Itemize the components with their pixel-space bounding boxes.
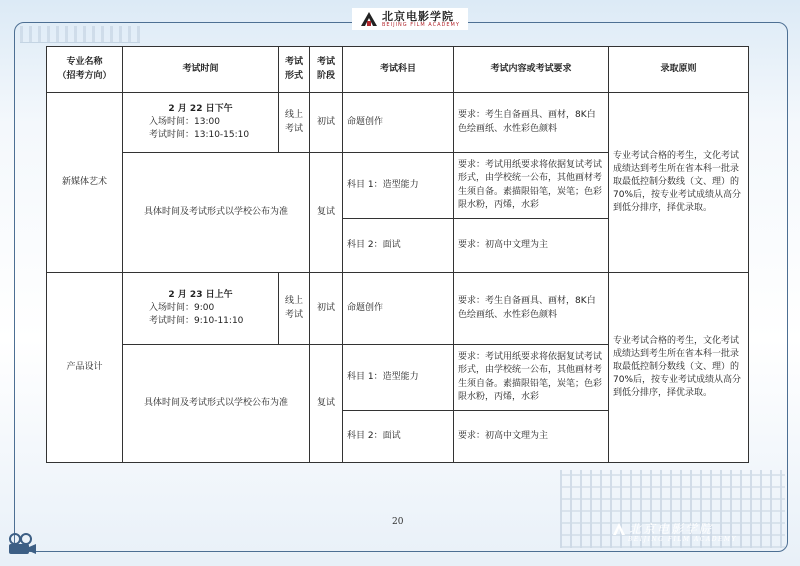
exam-subject-cell: 科目 1：造型能力 — [343, 345, 454, 411]
footer-logo-chinese-name: 北京电影学院 — [629, 522, 714, 536]
table-row — [47, 93, 749, 153]
first-exam-date: 2 月 23 日上午 — [168, 289, 233, 300]
exam-content-cell: 要求：初高中文理为主 — [454, 219, 609, 273]
header-admission: 录取原则 — [609, 47, 749, 93]
exam-form-cell: 线上考试 — [279, 93, 310, 153]
page-number: 20 — [392, 517, 404, 527]
exam-stage-cell: 复试 — [310, 153, 343, 273]
exam-subject-cell: 命题创作 — [343, 273, 454, 345]
exam-form-cell: 线上考试 — [279, 273, 310, 345]
academy-logo-top — [352, 8, 468, 30]
header-content: 考试内容或考试要求 — [454, 47, 609, 93]
exam-stage-cell: 初试 — [310, 93, 343, 153]
first-exam-time-cell — [123, 93, 279, 153]
first-exam-entry-time: 入场时间：9:00 — [149, 302, 215, 313]
exam-subject-cell: 科目 2：面试 — [343, 411, 454, 463]
exam-content-cell: 要求：初高中文理为主 — [454, 411, 609, 463]
first-exam-entry-time: 入场时间：13:00 — [149, 116, 220, 127]
exam-subject-cell: 科目 2：面试 — [343, 219, 454, 273]
logo-chinese-name: 北京电影学院 — [382, 9, 454, 23]
admission-principle-cell: 专业考试合格的考生，文化考试成绩达到考生所在省本科一批录取最低控制分数线（文、理）的 70%后，按专业考试成绩从高分到低分排序，择优录取。 — [609, 93, 749, 273]
exam-content-cell: 要求：考生自备画具、画材，8K白色绘画纸、水性彩色颜料 — [454, 273, 609, 345]
header-major: 专业名称 （招考方向） — [47, 47, 123, 93]
footer-logo-english-name: BEIJING FILM ACADEMY — [628, 536, 738, 543]
academy-logo-bottom — [612, 520, 738, 543]
exam-stage-cell: 复试 — [310, 345, 343, 463]
major-name-cell: 产品设计 — [47, 273, 123, 463]
second-exam-time-cell: 具体时间及考试形式以学校公布为准 — [123, 345, 310, 463]
first-exam-date: 2 月 22 日下午 — [168, 103, 233, 114]
exam-content-cell: 要求：考生自备画具、画材，8K白色绘画纸、水性彩色颜料 — [454, 93, 609, 153]
header-form: 考试形式 — [279, 47, 310, 93]
table-header-row — [47, 47, 749, 93]
exam-subject-cell: 科目 1：造型能力 — [343, 153, 454, 219]
first-exam-time-cell — [123, 273, 279, 345]
exam-schedule-table — [46, 46, 749, 463]
first-exam-duration: 考试时间：13:10-15:10 — [149, 130, 250, 141]
film-academy-logo-icon — [360, 11, 378, 27]
major-name-cell: 新媒体艺术 — [47, 93, 123, 273]
exam-content-cell: 要求：考试用纸要求将依据复试考试形式，由学校统一公布，其他画材考生须自备。素描限铅笔，炭笔；色彩限水粉，丙烯，水彩 — [454, 345, 609, 411]
exam-stage-cell: 初试 — [310, 273, 343, 345]
admission-principle-cell: 专业考试合格的考生，文化考试成绩达到考生所在省本科一批录取最低控制分数线（文、理）的 70%后，按专业考试成绩从高分到低分排序，择优录取。 — [609, 273, 749, 463]
logo-english-name: BEIJING FILM ACADEMY — [382, 21, 460, 28]
second-exam-time-cell: 具体时间及考试形式以学校公布为准 — [123, 153, 310, 273]
table-row — [47, 273, 749, 345]
header-time: 考试时间 — [123, 47, 279, 93]
header-subject: 考试科目 — [343, 47, 454, 93]
exam-subject-cell: 命题创作 — [343, 93, 454, 153]
header-stage: 考试阶段 — [310, 47, 343, 93]
first-exam-duration: 考试时间：9:10-11:10 — [149, 316, 244, 327]
exam-content-cell: 要求：考试用纸要求将依据复试考试形式，由学校统一公布，其他画材考生须自备。素描限铅笔，炭笔；色彩限水粉，丙烯，水彩 — [454, 153, 609, 219]
film-academy-logo-icon — [612, 522, 626, 536]
film-camera-icon — [6, 532, 38, 558]
